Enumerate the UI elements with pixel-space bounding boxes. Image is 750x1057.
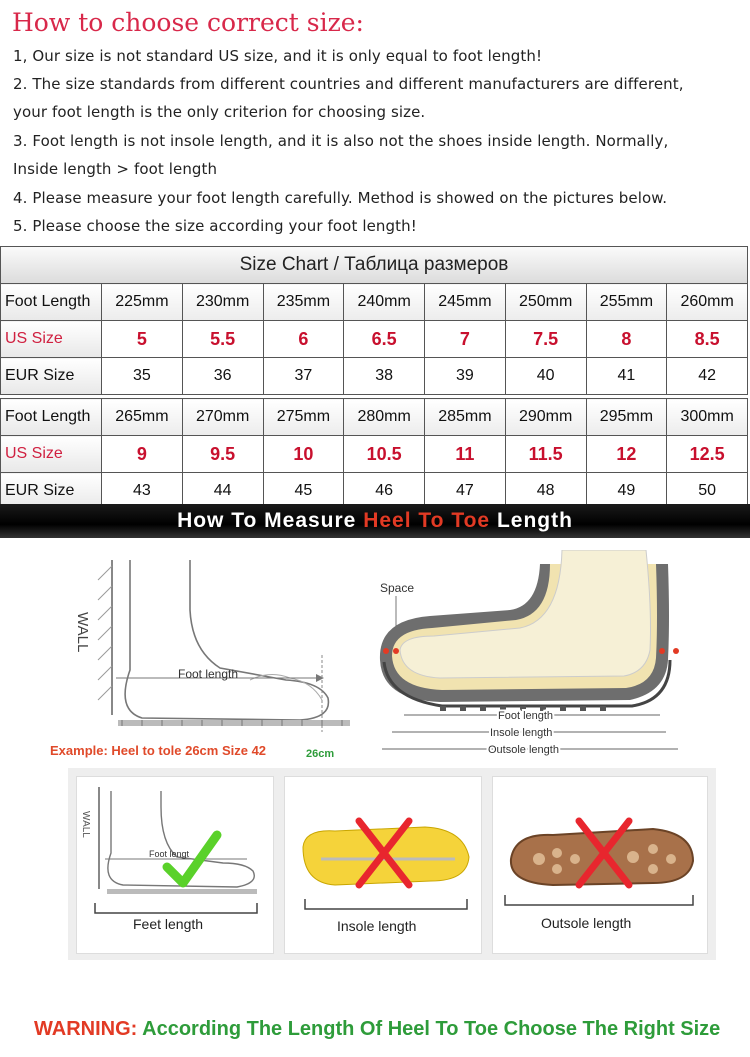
- insole-length-bracket: [303, 899, 469, 911]
- shoe-insole-length-label: Insole length: [490, 727, 553, 739]
- table-row: [1, 358, 748, 395]
- row-label-foot-length: Foot Length: [1, 399, 102, 436]
- insole-illustration: [285, 777, 481, 897]
- table-cell: 230mm: [182, 284, 263, 321]
- row-label-us-size: US Size: [1, 436, 102, 473]
- table-cell: 9.5: [182, 436, 263, 473]
- table-cell: 8: [586, 321, 667, 358]
- size-table-2: [0, 398, 748, 510]
- intro-line-5: Inside length > foot length: [13, 160, 218, 178]
- table-cell: 47: [425, 473, 506, 510]
- table-cell: 270mm: [182, 399, 263, 436]
- row-label-us-size: US Size: [1, 321, 102, 358]
- warning-text: According The Length Of Heel To Toe Choose The Right Size: [137, 1018, 721, 1040]
- table-cell: 245mm: [425, 284, 506, 321]
- row-label-eur-size: EUR Size: [1, 473, 102, 510]
- table-cell: 12.5: [667, 436, 748, 473]
- foot-measure-illustration: [77, 777, 273, 907]
- intro-line-3: your foot length is the only criterion for choosing size.: [13, 103, 426, 121]
- table-cell: 265mm: [102, 399, 183, 436]
- intro-line-1: 1, Our size is not standard US size, and it is only equal to foot length!: [13, 47, 543, 65]
- table-cell: 35: [102, 358, 183, 395]
- table-cell: 42: [667, 358, 748, 395]
- table-cell: 46: [344, 473, 425, 510]
- shoe-section-diagram: [370, 550, 690, 760]
- warning-label: WARNING:: [34, 1018, 138, 1040]
- row-label-foot-length: Foot Length: [1, 284, 102, 321]
- foot-length-label: Foot length: [178, 667, 239, 681]
- shoe-foot-length-label: Foot length: [498, 710, 554, 722]
- card-wall-label: WALL: [80, 811, 91, 838]
- table-cell: 6.5: [344, 321, 425, 358]
- banner-text: Length: [490, 509, 573, 532]
- intro-line-2: 2. The size standards from different countries and different manufacturers are different,: [13, 75, 684, 93]
- page-title: How to choose correct size:: [12, 8, 364, 37]
- table-cell: 11: [425, 436, 506, 473]
- table-row: [1, 321, 748, 358]
- wall-label: WALL: [74, 612, 91, 653]
- table-cell: 36: [182, 358, 263, 395]
- table-cell: 280mm: [344, 399, 425, 436]
- table-cell: 8.5: [667, 321, 748, 358]
- outsole-illustration: [493, 777, 707, 897]
- insole-length-caption: Insole length: [337, 918, 417, 934]
- table-cell: 38: [344, 358, 425, 395]
- table-cell: 10.5: [344, 436, 425, 473]
- table-cell: 6: [263, 321, 344, 358]
- feet-length-caption: Feet length: [133, 916, 204, 932]
- table-cell: 290mm: [505, 399, 586, 436]
- table-cell: 7.5: [505, 321, 586, 358]
- banner-highlight: Heel To Toe: [363, 509, 491, 532]
- table-cell: 250mm: [505, 284, 586, 321]
- table-cell: 39: [425, 358, 506, 395]
- table-cell: 44: [182, 473, 263, 510]
- table-cell: 12: [586, 436, 667, 473]
- table-cell: 11.5: [505, 436, 586, 473]
- table-cell: 5.5: [182, 321, 263, 358]
- measure-value: 26cm: [306, 748, 335, 760]
- table-cell: 275mm: [263, 399, 344, 436]
- card-feet-length: [76, 776, 274, 954]
- table-cell: 285mm: [425, 399, 506, 436]
- outsole-length-caption: Outsole length: [541, 915, 632, 931]
- table-cell: 43: [102, 473, 183, 510]
- intro-line-6: 4. Please measure your foot length carefully. Method is showed on the pictures below.: [13, 189, 668, 207]
- table-cell: 50: [667, 473, 748, 510]
- table-cell: 9: [102, 436, 183, 473]
- table-row: [1, 436, 748, 473]
- card-outsole-length: [492, 776, 708, 954]
- table-cell: 37: [263, 358, 344, 395]
- size-table-1: [0, 283, 748, 395]
- table-cell: 255mm: [586, 284, 667, 321]
- space-label: Space: [380, 581, 415, 595]
- table-cell: 295mm: [586, 399, 667, 436]
- foot-wall-diagram: [50, 550, 360, 765]
- measure-banner: [0, 504, 750, 538]
- table-cell: 10: [263, 436, 344, 473]
- row-label-eur-size: EUR Size: [1, 358, 102, 395]
- table-cell: 41: [586, 358, 667, 395]
- card-insole-length: [284, 776, 482, 954]
- table-cell: 5: [102, 321, 183, 358]
- feet-length-bracket: [93, 903, 259, 915]
- table-row: [1, 284, 748, 321]
- card-foot-length-label: Foot lengt: [149, 849, 190, 859]
- table-cell: 45: [263, 473, 344, 510]
- intro-line-4: 3. Foot length is not insole length, and it is also not the shoes inside length. Normally,: [13, 132, 669, 150]
- intro-line-7: 5. Please choose the size according your foot length!: [13, 217, 417, 235]
- table-cell: 49: [586, 473, 667, 510]
- size-chart-title: Size Chart / Таблица размеров: [0, 246, 748, 284]
- table-cell: 300mm: [667, 399, 748, 436]
- table-cell: 7: [425, 321, 506, 358]
- table-cell: 225mm: [102, 284, 183, 321]
- table-cell: 48: [505, 473, 586, 510]
- table-cell: 40: [505, 358, 586, 395]
- table-cell: 240mm: [344, 284, 425, 321]
- table-row: [1, 399, 748, 436]
- table-cell: 260mm: [667, 284, 748, 321]
- table-cell: 235mm: [263, 284, 344, 321]
- outsole-length-bracket: [503, 895, 695, 907]
- example-caption: Example: Heel to tole 26cm Size 42: [50, 743, 267, 758]
- banner-text: How To Measure: [177, 509, 364, 532]
- shoe-outsole-length-label: Outsole length: [488, 744, 559, 756]
- warning-line: [34, 1018, 720, 1041]
